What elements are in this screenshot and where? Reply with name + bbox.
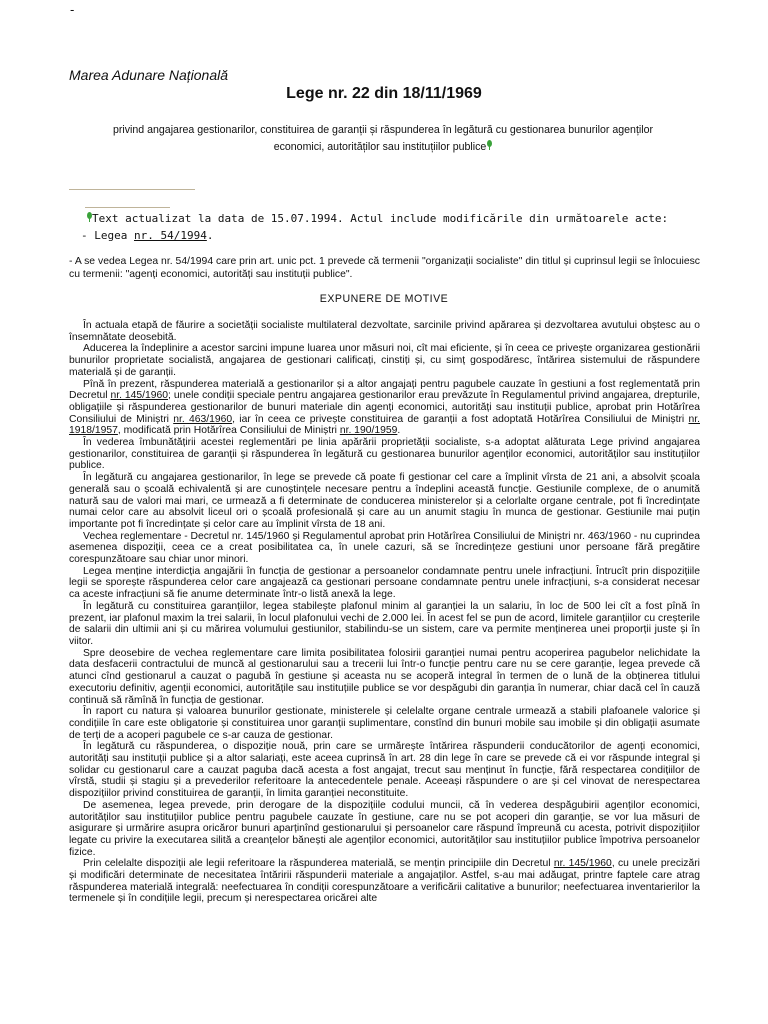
- paragraph: Pînă în prezent, răspunderea materială a gestionarilor și a altor angajați pentru pagubele cauzate în gestiuni a fost reglementată prin Decretul nr. 145/1960; unele condiții speciale pentru angajarea gestionarilor erau prevăzute în Regulamentul privind angajarea, drepturile, obligațiile și răspunderea gestionarilor de bunuri materiale din agenți economici, autorități sau instituții publice, aprobat prin Hotărîrea Consiliului de Miniștri nr. 463/1960, iar în ceea ce privește constituirea de garanții a fost adoptată Hotărîrea Consiliului de Miniștri nr. 1918/1957, modificată prin Hotărîrea Consiliului de Miniștri nr. 190/1959.: [69, 378, 701, 437]
- decree-link[interactable]: nr. 145/1960: [110, 390, 169, 402]
- paragraph: În legătură cu angajarea gestionarilor, în lege se prevede că poate fi gestionar cel care a împlinit vîrsta de 21 ani, a absolvit școala generală sau o școală echivalentă și are cunoștințele necesare pentru a îndeplini această funcție. Gestiunile complexe, de o anumită natură sau de valori mai mari, ce urmează a fi determinate de conducerea ministerelor și a celorlalte organe centrale, pot fi încredințate numai celor care au absolvit liceul ori o școală profesională și care au un anumit stagiu în munca de gestionar. Gestiunile mai puțin importante pot fi încredințate și celor care au împlinit vîrsta de 18 ani.: [69, 472, 700, 530]
- separator-rule-short: [85, 207, 170, 208]
- note-pin-icon[interactable]: [87, 212, 92, 219]
- paragraph: De asemenea, legea prevede, prin derogare de la dispozițiile codului muncii, că în vederea despăgubirii agenților economici, autorităților sau instituțiilor publice pentru pagubele cauzate în gestiune, care nu se pot acoperi din garanție, se vor lua măsuri de asigurare și urmărire asupra oricăror bunuri aparținînd gestionarului și persoanelor care răspund împreună cu acesta, potrivit dispozițiilor legate cu privire la executarea silită a creanțelor bănești ale agenților economici, autorităților sau instituțiilor publice împotriva persoanelor fizice.: [69, 799, 700, 858]
- paragraph: În vederea îmbunătățirii acestei reglementări pe linia apărării proprietății socialiste, s-a adoptat alăturata Lege privind angajarea gestionarilor, constituirea de garanții și răspunderea în legătură cu gestionarea bunurilor agenților economici, autorităților sau instituțiilor publice.: [69, 437, 700, 472]
- paragraph: Vechea reglementare - Decretul nr. 145/1960 și Regulamentul aprobat prin Hotărîrea Consiliului de Miniștri nr. 463/1960 - nu cuprindea asemenea dispoziții, ceea ce a creat posibilitatea ca, în unele cazuri, să se încredințeze gestiuni unor persoane fără pregătire corespunzătoare sau chiar unor minori.: [69, 530, 700, 566]
- amending-acts-item: - Legea nr. 54/1994.: [81, 229, 214, 242]
- amending-act-link[interactable]: nr. 54/1994: [133, 229, 207, 242]
- document-body: [69, 320, 700, 905]
- paragraph: Spre deosebire de vechea reglementare care limita posibilitatea folosirii garanției numai pentru acoperirea pagubelor nelichidate la data desfacerii contractului de muncă al gestionarului sau a trecerii lui într-o funcție pentru care nu se cere garanție, legea prevede că atunci cînd gestionarul a cauzat o pagubă în gestiune și aceasta nu se acoperă integral în termen de o lună de la obținerea titlului executoriu definitiv, agenții economici, autoritățile sau instituțiile publice se vor despăgubi din garanția în numerar, chiar dacă cel în cauză continuă să rămînă în funcția de gestionar.: [69, 647, 700, 706]
- update-notice: [86, 212, 668, 225]
- page-mark: -: [70, 2, 75, 17]
- update-text: Text actualizat la data de 15.07.1994. Actul include modificările din următoarele acte:: [92, 212, 669, 225]
- subtitle-text: privind angajarea gestionarilor, constituirea de garanții și răspunderea în legătură cu gestionarea bunurilor agenților economici, autorităților sau instituțiilor publice: [112, 124, 654, 153]
- law-title: Lege nr. 22 din 18/11/1969: [286, 85, 482, 102]
- paragraph: Legea menține interdicția angajării în funcția de gestionar a persoanelor condamnate pentru unele infracțiuni. Întrucît prin dispozițiile legii se sporește răspunderea celor care angajează ca gestionari persoane condamnate pentru unele infracțiuni, s-a considerat necesar ca aceste infracțiuni să fie anume determinate într-o listă anexă la lege.: [69, 565, 700, 601]
- note-pin-icon[interactable]: [487, 140, 492, 147]
- section-heading: EXPUNERE DE MOTIVE: [319, 293, 449, 305]
- hcm-link[interactable]: nr. 463/1960: [173, 413, 233, 425]
- paragraph: În raport cu natura și valoarea bunurilor gestionate, ministerele și celelalte organe centrale urmează a stabili plafoanele valorice și condițiile în care este obligatorie și constituirea unor garanții suplimentare, constînd din bunuri mobile sau imobile și din obligații asumate de terți de a acoperi pagubele ce s-ar cauza de gestionar.: [69, 706, 700, 741]
- paragraph: Prin celelalte dispoziții ale legii referitoare la răspunderea materială, se mențin principiile din Decretul nr. 145/1960, cu unele precizări și modificări determinate de necesitatea întăririi răspunderii materiale a angajaților. Astfel, s-au mai adăugat, printre faptele care atrag răspunderea materială integrală: neefectuarea în condiții corespunzătoare a verificării calitative a bunurilor; neefectuarea inventarierilor la termenele și în condițiile legii, precum și nerespectarea oricărei alte: [69, 858, 700, 905]
- editorial-note: - A se vedea Legea nr. 54/1994 care prin art. unic pct. 1 prevede că termenii "organizații socialiste" din titlul și cuprinsul legii se înlocuiesc cu termenii: "agenți economici, autorități sau instituții publice".: [69, 256, 700, 280]
- paragraph: În legătură cu constituirea garanțiilor, legea stabilește plafonul minim al garanției la un salariu, în loc de 500 lei cît a fost pînă în prezent, iar plafonul maxim la trei salarii, în locul plafonului vechi de 2.000 lei. În acest fel se pun de acord, limitele garanțiilor cu creșterile de salarii din ultimii ani și cu mărirea volumului gestiunilor, stabilindu-se un sistem, care va permite menținerea unei proporții juste și în viitor.: [69, 600, 700, 647]
- paragraph: Aducerea la îndeplinire a acestor sarcini impune luarea unor măsuri noi, cît mai eficiente, și în ceea ce privește organizarea gestionării bunurilor proprietate socialistă, angajarea de gestionari calificați, cinstiți și, cu simț gospodăresc, întărirea sistemului de răspundere materială și de garanții.: [69, 343, 700, 378]
- hcm-link[interactable]: nr. 1918/1957: [69, 413, 700, 437]
- law-subtitle: [100, 122, 666, 156]
- paragraph: În legătură cu răspunderea, o dispoziție nouă, prin care se urmărește întărirea răspunderii conducătorilor de agenți economici, autorități sau instituții publice și a altor salariați, este aceea cuprinsă în art. 28 din lege în care se prevede că ei vor răspunde integral și solidar cu gestionarul care a cauzat paguba dacă acesta a fost angajat, trecut sau menținut în funcție, fără respectarea condițiilor de vîrstă, studii și stagiu și a prevederilor referitoare la antecedentele penale. Aceeași răspundere o are și cel vinovat de nerespectarea dispozițiilor privind constituirea de garanții, în limita garanției neconstituite.: [69, 741, 700, 800]
- separator-rule: [69, 189, 195, 190]
- issuer: Marea Adunare Națională: [69, 67, 229, 83]
- decree-link[interactable]: nr. 145/1960: [553, 858, 612, 870]
- hcm-link[interactable]: nr. 190/1959: [339, 425, 398, 437]
- paragraph: În actuala etapă de făurire a societății socialiste multilateral dezvoltate, sarcinile privind apărarea și dezvoltarea avutului obștesc au o însemnătate deosebită.: [69, 320, 700, 343]
